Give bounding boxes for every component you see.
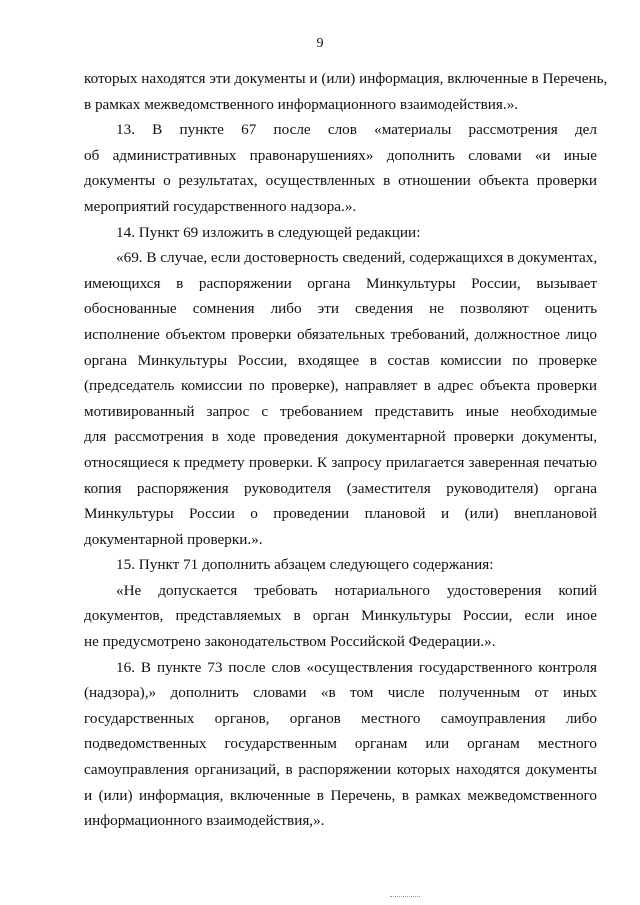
text-line: 15. Пункт 71 дополнить абзацем следующего содержания: xyxy=(116,556,494,574)
text-line: копия распоряжения руководителя (заместителя руководителя) органа xyxy=(84,479,597,497)
text-line: самоуправления организаций, в распоряжении которых находятся документы xyxy=(84,761,597,779)
text-line: имеющихся в распоряжении органа Минкультуры России, вызывает xyxy=(84,274,597,292)
text-line: 14. Пункт 69 изложить в следующей редакции: xyxy=(116,223,421,241)
text-line: информационного взаимодействия,». xyxy=(84,812,325,830)
text-line: документы о результатах, осуществленных в отношении объекта проверки xyxy=(84,172,597,190)
document-body xyxy=(84,66,608,834)
text-line: для рассмотрения в ходе проведения документарной проверки документы, xyxy=(84,428,597,446)
text-line: органа Минкультуры России, входящее в состав комиссии по проверке xyxy=(84,351,597,369)
text-line: (председатель комиссии по проверке), направляет в адрес объекта проверки xyxy=(84,377,597,395)
text-line: мотивированный запрос с требованием представить иные необходимые xyxy=(84,402,597,420)
text-line: исполнение объектом проверки обязательных требований, должностное лицо xyxy=(84,325,597,343)
text-line: не предусмотрено законодательством Российской Федерации.». xyxy=(84,633,496,651)
text-line: государственных органов, органов местного самоуправления либо xyxy=(84,709,597,727)
text-line: в рамках межведомственного информационного взаимодействия.». xyxy=(84,95,519,113)
text-line: 13. В пункте 67 после слов «материалы рассмотрения дел xyxy=(116,121,597,139)
text-line: документарной проверки.». xyxy=(84,530,263,548)
text-line: подведомственных государственным органам или органам местного xyxy=(84,735,597,753)
text-line: об административных правонарушениях» дополнить словами «и иные xyxy=(84,146,597,164)
text-line: (надзора),» дополнить словами «в том числе полученным от иных xyxy=(84,684,597,702)
page-number: 9 xyxy=(316,36,324,51)
text-line: которых находятся эти документы и (или) информация, включенные в Перечень, xyxy=(84,70,608,87)
text-line: обоснованные сомнения либо эти сведения не позволяют оценить xyxy=(84,300,597,318)
text-line: «69. В случае, если достоверность сведений, содержащихся в документах, xyxy=(116,249,598,267)
scan-artifact xyxy=(390,896,420,899)
text-line: мероприятий государственного надзора.». xyxy=(84,197,357,215)
text-line: 16. В пункте 73 после слов «осуществления государственного контроля xyxy=(116,658,597,676)
text-line: документов, представляемых в орган Минкультуры России, если иное xyxy=(84,607,597,625)
text-line: Минкультуры России о проведении плановой и (или) внеплановой xyxy=(84,505,597,523)
text-line: относящиеся к предмету проверки. К запросу прилагается заверенная печатью xyxy=(84,453,597,471)
text-line: и (или) информация, включенные в Перечень, в рамках межведомственного xyxy=(84,786,597,804)
text-line: «Не допускается требовать нотариального удостоверения копий xyxy=(116,581,597,599)
